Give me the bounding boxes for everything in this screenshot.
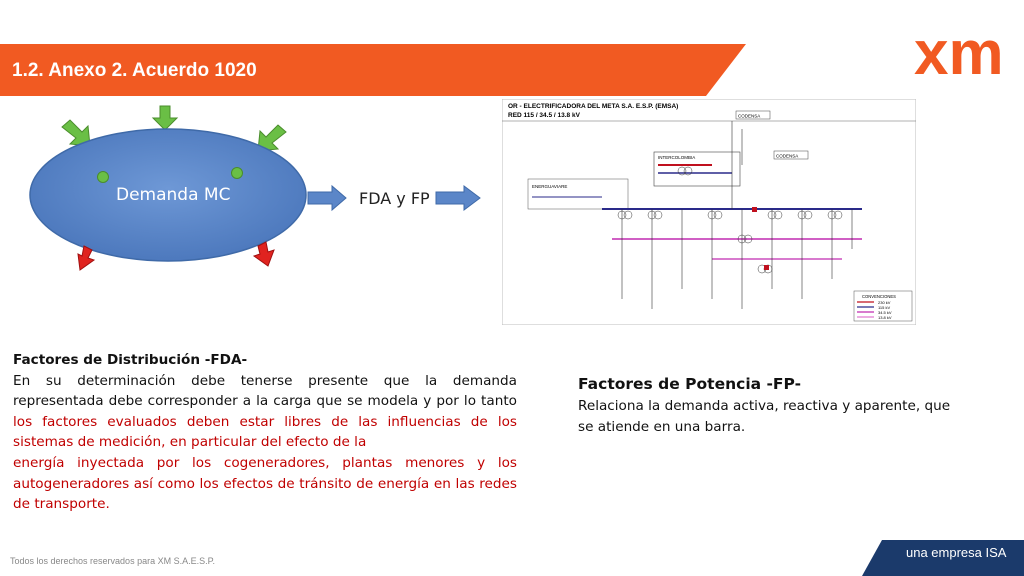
fp-body: Relaciona la demanda activa, reactiva y aparente, que se atiende en una barra. — [578, 398, 951, 435]
fda-fp-label: FDA y FP — [359, 189, 430, 208]
intercolombia-label: INTERCOLOMBIA — [658, 155, 696, 160]
red-arrow-left — [78, 246, 94, 270]
ellipse-label: Demanda MC — [116, 185, 231, 205]
legend-item-2: 115 kV — [878, 305, 891, 310]
blue-arrow-right — [308, 186, 346, 210]
legend-item-3: 34.5 kV — [878, 310, 892, 315]
codensa-label-2: CODENSA — [776, 153, 799, 159]
demand-diagram — [0, 0, 520, 290]
legend-item-1: 230 kV — [878, 300, 891, 305]
legend-item-4: 13.8 kV — [878, 315, 892, 320]
network-title: OR - ELECTRIFICADORA DEL META S.A. E.S.P. (EMSA) — [508, 103, 679, 110]
copyright-footer: Todos los derechos reservados para XM S.A.E.S.P. — [10, 556, 215, 566]
blue-arrow-fda — [436, 186, 480, 210]
xm-logo — [912, 20, 1012, 91]
node-dot-1 — [98, 172, 109, 183]
node-dot-2 — [232, 168, 243, 179]
network-subtitle: RED 115 / 34.5 / 13.8 kV — [508, 112, 580, 119]
logo-text: xm — [914, 20, 1004, 86]
green-arrow-top — [153, 106, 177, 130]
isa-badge-text: una empresa ISA — [906, 545, 1007, 560]
slide-title: 1.2. Anexo 2. Acuerdo 1020 — [12, 60, 257, 81]
network-diagram-image — [502, 99, 916, 325]
fda-body-red-2: energía inyectada por los cogeneradores, plantas menores y los autogeneradores así como los efectos de tránsito de energía en las redes de transporte. — [13, 454, 517, 513]
legend-title: CONVENCIONES — [862, 294, 896, 299]
fda-body-black: En su determinación debe tenerse presente que la demanda representada debe corresponder a la carga que se modela y por lo tanto — [13, 372, 517, 410]
codensa-label-1: CODENSA — [738, 113, 761, 119]
fp-heading: Factores de Potencia -FP- — [578, 375, 802, 393]
fda-heading: Factores de Distribución -FDA- — [13, 352, 248, 368]
fda-text-block — [13, 350, 517, 515]
fda-body-red-1: los factores evaluados deben estar libres de las influencias de los sistemas de medición, en particular del efecto de la — [13, 413, 517, 451]
fp-text-block — [578, 375, 958, 437]
energuaviare-label: ENERGUAVIARE — [532, 184, 568, 189]
